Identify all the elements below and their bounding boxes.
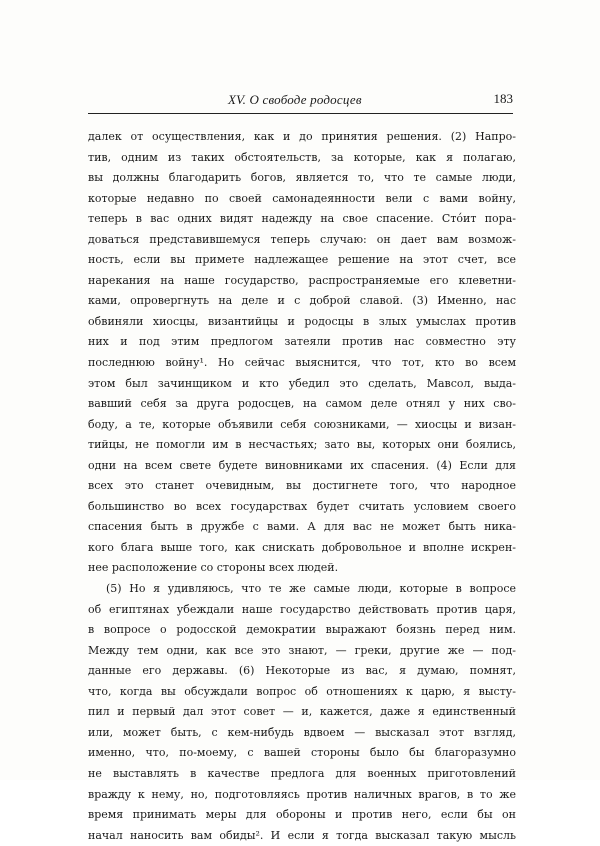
running-title: XV. О свободе родосцев xyxy=(228,92,362,107)
text-line: теперь в вас одних видят надежду на свое спасение. Стóит пора- xyxy=(88,212,516,226)
text-line: данные его державы. (6) Некоторые из вас, я думаю, помнят, xyxy=(88,664,516,678)
text-line: вражду к нему, но, подготовляясь против наличных врагов, в то же xyxy=(88,787,516,801)
text-line: всех это станет очевидным, вы достигнете того, что народное xyxy=(88,479,516,493)
text-line: пил и первый дал этот совет — и, кажется, даже я единственный xyxy=(88,705,516,719)
text-line: которые недавно по своей самонадеянности вели с вами войну, xyxy=(88,191,516,205)
text-line: начал наносить вам обиды². И если я тогда высказал такую мысль xyxy=(88,828,516,842)
text-line: нарекания на наше государство, распространяемые его клеветни- xyxy=(88,273,516,287)
text-line: вы должны благодарить богов, является то, что те самые люди, xyxy=(88,171,516,185)
text-line: Между тем одни, как все это знают, — греки, другие же — под- xyxy=(88,643,516,657)
text-line: ность, если вы примете надлежащее решение на этот счет, все xyxy=(88,253,516,267)
text-line: именно, что, по-моему, с вашей стороны было бы благоразумно xyxy=(88,746,516,760)
text-line: одни на всем свете будете виновниками их спасения. (4) Если для xyxy=(88,458,516,472)
text-line: не выставлять в качестве предлога для военных приготовлений xyxy=(88,766,516,780)
text-line: об египтянах убеждали наше государство действовать против царя, xyxy=(88,602,516,616)
text-line: кого блага выше того, как снискать добровольное и вполне искрен- xyxy=(88,540,516,554)
text-line: что, когда вы обсуждали вопрос об отношениях к царю, я высту- xyxy=(88,684,516,698)
text-line: нее расположение со стороны всех людей. xyxy=(88,561,339,575)
text-line: обвиняли хиосцы, византийцы и родосцы в злых умыслах против xyxy=(88,314,516,328)
text-line: вавший себя за друга родосцев, на самом деле отнял у них сво- xyxy=(88,397,516,411)
running-header xyxy=(88,91,513,114)
text-line: тийцы, не помогли им в несчастьях; зато вы, которых они боялись, xyxy=(88,438,516,452)
text-line: в вопросе о родосской демократии выражают боязнь перед ним. xyxy=(88,623,516,637)
text-line: этом был зачинщиком и кто убедил это сделать, Мавсол, выда- xyxy=(88,376,516,390)
text-line: время принимать меры для обороны и против него, если бы он xyxy=(88,808,516,822)
paragraph-start-line: (5) Но я удивляюсь, что те же самые люди, которые в вопросе xyxy=(106,582,516,596)
text-line: спасения быть в дружбе с вами. А для вас не может быть никa- xyxy=(88,520,516,534)
text-line: последнюю войну¹. Но сейчас выяснится, что тот, кто во всем xyxy=(88,356,516,370)
text-line: далек от осуществления, как и до принятия решения. (2) Напро- xyxy=(88,130,516,143)
text-line: тив, одним из таких обстоятельств, за которые, как я полагаю, xyxy=(88,150,516,164)
body-text xyxy=(88,127,516,846)
text-line: большинство во всех государствах будет считать условием своего xyxy=(88,499,516,513)
text-line: них и под этим предлогом затеяли против нас совместно эту xyxy=(88,335,516,349)
text-line: доваться представившемуся теперь случаю: он дает вам возмож- xyxy=(88,232,516,246)
text-line: или, может быть, с кем-нибудь вдвоем — высказал этот взгляд, xyxy=(88,725,516,739)
text-line: ками, опровергнуть на деле и с доброй славой. (3) Именно, нас xyxy=(88,294,516,308)
text-line: боду, а те, которые объявили себя союзниками, — хиосцы и визан- xyxy=(88,417,516,431)
page-number: 183 xyxy=(493,91,513,106)
